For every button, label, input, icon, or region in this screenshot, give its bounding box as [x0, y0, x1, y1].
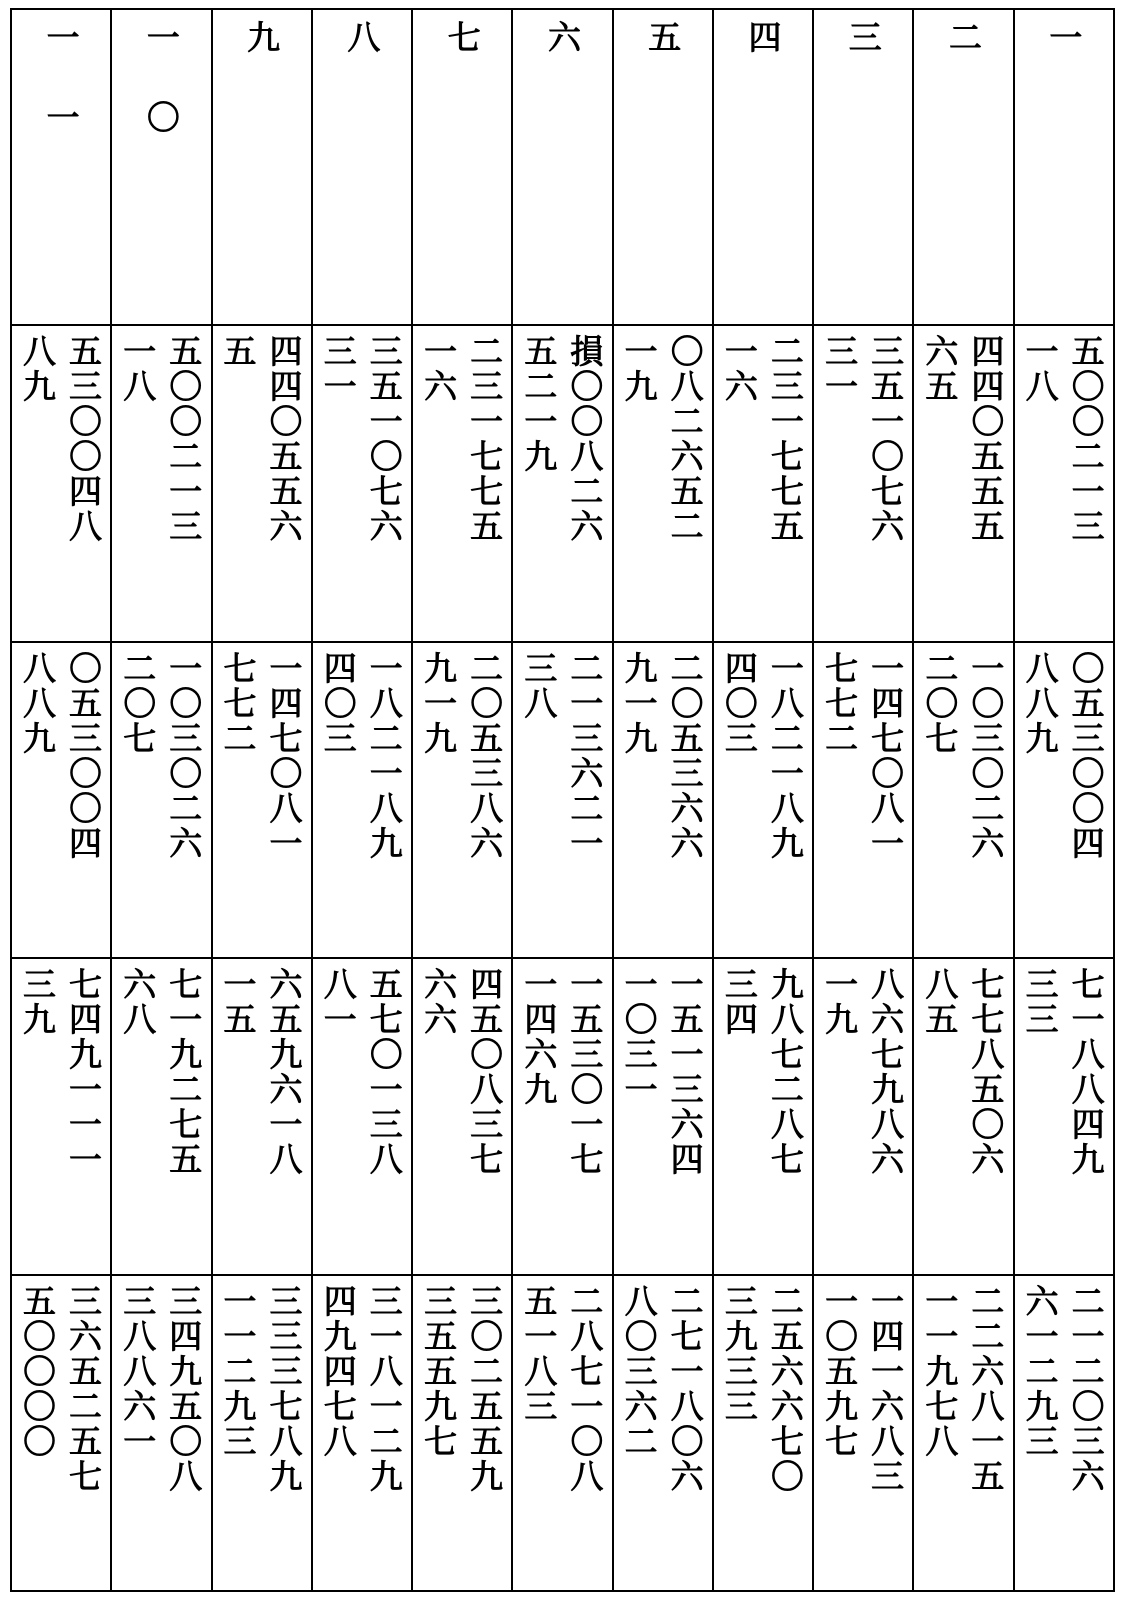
table-cell — [11, 958, 111, 1274]
cell-text: 損〇〇八二六 五二一九 — [519, 334, 605, 545]
table-cell — [111, 1275, 211, 1591]
table-cell — [1014, 958, 1114, 1274]
cell-text: 三三三七八九 一一二九三 — [218, 1283, 304, 1494]
table-cell — [1014, 642, 1114, 958]
table-cell — [412, 1275, 512, 1591]
cell-text: 八六七九八六 一九 — [820, 967, 906, 1178]
cell-text: 五七〇一三八 八一 — [318, 967, 404, 1178]
cell-text: 四四〇五五五 六五 — [920, 334, 1006, 545]
table-cell — [613, 958, 713, 1274]
table-row — [11, 958, 1114, 1274]
cell-text: 二〇五三六六 九一九 — [619, 650, 705, 861]
cell-text: 二〇五三八六 九一九 — [419, 650, 505, 861]
table-cell — [212, 642, 312, 958]
table-cell — [613, 325, 713, 641]
table-cell — [212, 958, 312, 1274]
cell-text: 〇八二六五二 一九 — [619, 334, 705, 545]
header-cell — [713, 9, 813, 325]
table-cell — [212, 1275, 312, 1591]
cell-text: 七一八八四九 三三 — [1020, 967, 1106, 1178]
cell-text: 一〇三〇二六 二〇七 — [920, 650, 1006, 861]
table-cell — [813, 325, 913, 641]
header-cell — [512, 9, 612, 325]
cell-text: 三五一〇七六 三一 — [318, 334, 404, 545]
cell-text: 四四〇五五六 五 — [218, 334, 304, 545]
column-header: 一 一 — [41, 20, 81, 137]
table-cell — [913, 958, 1013, 1274]
header-cell — [11, 9, 111, 325]
column-header: 一 〇 — [141, 20, 181, 137]
column-header: 八 — [342, 20, 382, 57]
cell-text: 一五一三六四 一〇三一 — [619, 967, 705, 1178]
cell-text: 三〇二五五九 三五五九七 — [419, 1283, 505, 1494]
table-cell — [11, 1275, 111, 1591]
cell-text: 一〇三〇二六 二〇七 — [118, 650, 204, 861]
cell-text: 二五六六七〇 三九三三 — [719, 1283, 805, 1494]
table-cell — [1014, 1275, 1114, 1591]
table-cell — [312, 958, 412, 1274]
cell-text: 一八二一八九 四〇三 — [318, 650, 404, 861]
header-cell — [111, 9, 211, 325]
table-cell — [111, 958, 211, 1274]
cell-text: 〇五三〇〇四 八八九 — [1020, 650, 1106, 861]
cell-text: 一四一六八三 一〇五九七 — [820, 1283, 906, 1494]
column-header: 九 — [242, 20, 282, 57]
header-cell — [1014, 9, 1114, 325]
table-cell — [111, 325, 211, 641]
cell-text: 一五三〇一七 一四六九 — [519, 967, 605, 1178]
cell-text: 二一三六二一 三八 — [519, 650, 605, 861]
numeric-table — [10, 8, 1115, 1592]
cell-text: 六五九六一八 一五 — [218, 967, 304, 1178]
cell-text: 一四七〇八一 七七二 — [820, 650, 906, 861]
table-cell — [11, 642, 111, 958]
table-cell — [412, 958, 512, 1274]
cell-text: 七一九二七五 六八 — [118, 967, 204, 1178]
column-header: 三 — [843, 20, 883, 57]
column-header: 六 — [542, 20, 582, 57]
cell-text: 三六五二五七 五〇〇〇〇 — [18, 1283, 103, 1494]
table-cell — [613, 642, 713, 958]
table-cell — [312, 642, 412, 958]
cell-text: 二二六八一五 一一九七八 — [920, 1283, 1006, 1494]
table-cell — [813, 958, 913, 1274]
header-cell — [412, 9, 512, 325]
header-cell — [613, 9, 713, 325]
cell-text: 二一二〇三六 六一二九三 — [1020, 1283, 1106, 1494]
table-cell — [713, 325, 813, 641]
table-cell — [212, 325, 312, 641]
table-cell — [813, 642, 913, 958]
table-cell — [111, 642, 211, 958]
header-row — [11, 9, 1114, 325]
table-cell — [512, 642, 612, 958]
table-row — [11, 1275, 1114, 1591]
cell-text: 四五〇八三七 六六 — [419, 967, 505, 1178]
table-cell — [713, 642, 813, 958]
cell-text: 七七八五〇六 八五 — [920, 967, 1006, 1178]
header-cell — [913, 9, 1013, 325]
table-row — [11, 642, 1114, 958]
header-cell — [212, 9, 312, 325]
cell-text: 五三〇〇四八 八九 — [18, 334, 103, 545]
cell-text: 五〇〇二一三 一八 — [118, 334, 204, 545]
cell-text: 三五一〇七六 三一 — [820, 334, 906, 545]
cell-text: 三四九五〇八 三八八六一 — [118, 1283, 204, 1494]
column-header: 四 — [743, 20, 783, 57]
cell-text: 三一八一二九 四九四七八 — [318, 1283, 404, 1494]
table-cell — [512, 958, 612, 1274]
cell-text: 〇五三〇〇四 八八九 — [18, 650, 103, 861]
cell-text: 一四七〇八一 七七二 — [218, 650, 304, 861]
table-cell — [312, 325, 412, 641]
table-cell — [412, 642, 512, 958]
table-cell — [813, 1275, 913, 1591]
table-cell — [1014, 325, 1114, 641]
table-cell — [11, 325, 111, 641]
column-header: 二 — [944, 20, 984, 57]
cell-text: 二三一七七五 一六 — [719, 334, 805, 545]
table-cell — [613, 1275, 713, 1591]
table-cell — [412, 325, 512, 641]
table-cell — [913, 325, 1013, 641]
table-cell — [913, 642, 1013, 958]
cell-text: 七四九一一一 三九 — [18, 967, 103, 1178]
cell-text: 一八二一八九 四〇三 — [719, 650, 805, 861]
table-cell — [713, 958, 813, 1274]
table-row — [11, 325, 1114, 641]
table-cell — [713, 1275, 813, 1591]
header-cell — [813, 9, 913, 325]
table-cell — [312, 1275, 412, 1591]
table-cell — [512, 325, 612, 641]
cell-text: 二八七一〇八 五一八三 — [519, 1283, 605, 1494]
table-cell — [913, 1275, 1013, 1591]
column-header: 七 — [442, 20, 482, 57]
cell-text: 九八七二八七 三四 — [719, 967, 805, 1178]
header-cell — [312, 9, 412, 325]
column-header: 五 — [643, 20, 683, 57]
table-cell — [512, 1275, 612, 1591]
cell-text: 五〇〇二一三 一八 — [1020, 334, 1106, 545]
column-header: 一 — [1044, 20, 1084, 57]
cell-text: 二三一七七五 一六 — [419, 334, 505, 545]
cell-text: 二七一八〇六 八〇三六二 — [619, 1283, 705, 1494]
